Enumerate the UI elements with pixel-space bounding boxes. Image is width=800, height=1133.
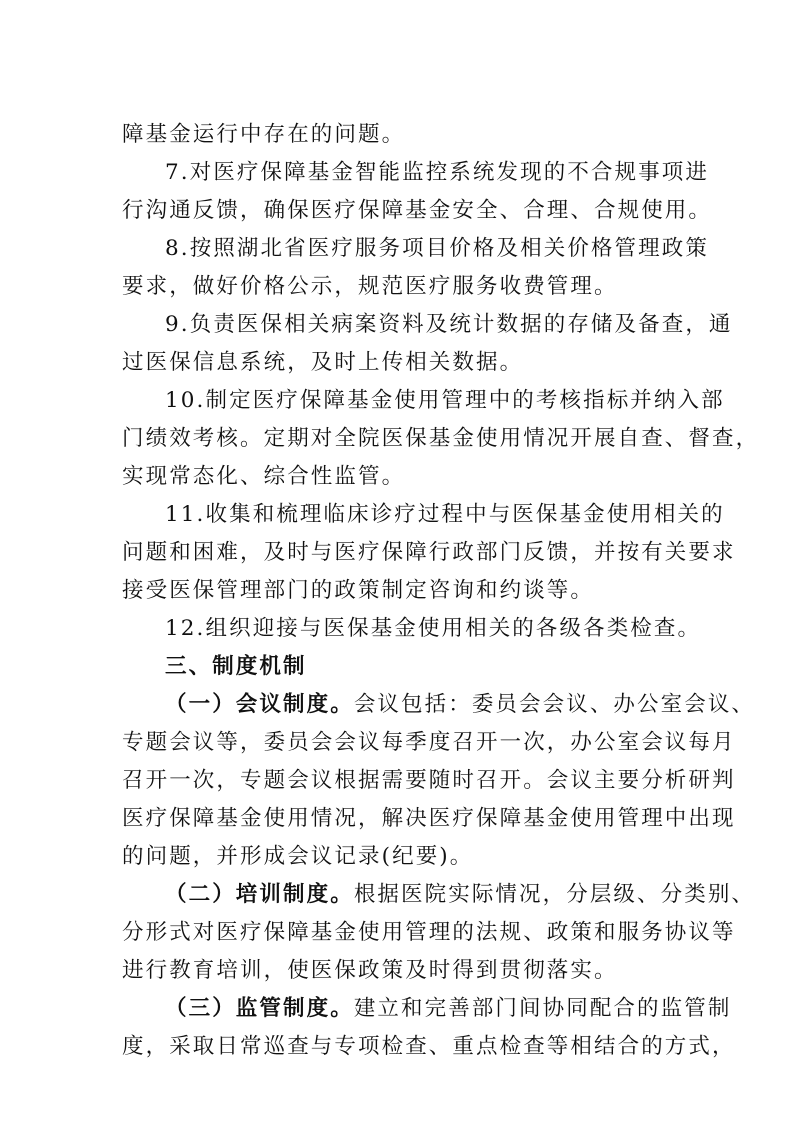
subsection-2-label: （二）培训制度。: [165, 882, 354, 907]
subsection-1-line-5: 的问题，并形成会议记录(纪要)。: [122, 844, 474, 869]
list-item-10-line-3: 实现常态化、综合性监管。: [122, 464, 406, 489]
subsection-2-line-2: 分形式对医疗保障基金使用管理的法规、政策和服务协议等: [122, 920, 736, 945]
paragraph-continuation: 障基金运行中存在的问题。: [122, 122, 406, 147]
subsection-1-line-3: 召开一次，专题会议根据需要随时召开。会议主要分析研判: [122, 768, 736, 793]
subsection-1-line-1: [165, 691, 800, 719]
subsection-3-text: 建立和完善部门间协同配合的监管制: [353, 996, 732, 1021]
list-item-7-line-1: 7.对医疗保障基金智能监控系统发现的不合规事项进: [165, 160, 709, 185]
list-item-9-line-1: 9.负责医保相关病案资料及统计数据的存储及备查，通: [165, 312, 733, 337]
subsection-2-text: 根据医院实际情况，分层级、分类别、: [353, 882, 756, 907]
list-item-8-line-2: 要求，做好价格公示，规范医疗服务收费管理。: [122, 274, 618, 299]
subsection-3-label: （三）监管制度。: [165, 996, 354, 1021]
subsection-1-line-4: 医疗保障基金使用情况，解决医疗保障基金使用管理中出现: [122, 806, 736, 831]
list-item-7-line-2: 行沟通反馈，确保医疗保障基金安全、合理、合规使用。: [122, 198, 713, 223]
list-item-10-line-1: 10.制定医疗保障基金使用管理中的考核指标并纳入部: [165, 388, 725, 413]
list-item-9-line-2: 过医保信息系统，及时上传相关数据。: [122, 350, 524, 375]
list-item-8-line-1: 8.按照湖北省医疗服务项目价格及相关价格管理政策: [165, 236, 709, 261]
subsection-1-line-2: 专题会议等，委员会会议每季度召开一次，办公室会议每月: [122, 730, 736, 755]
subsection-1-text: 会议包括：委员会会议、办公室会议、: [353, 692, 756, 717]
list-item-12-line-1: 12.组织迎接与医保基金使用相关的各级各类检查。: [165, 616, 702, 641]
subsection-2-line-3: 进行教育培训，使医保政策及时得到贯彻落实。: [122, 958, 618, 983]
list-item-11-line-3: 接受医保管理部门的政策制定咨询和约谈等。: [122, 578, 595, 603]
subsection-2-line-1: [165, 881, 800, 909]
list-item-11-line-1: 11.收集和梳理临床诊疗过程中与医保基金使用相关的: [165, 502, 725, 527]
list-item-11-line-2: 问题和困难，及时与医疗保障行政部门反馈，并按有关要求: [122, 540, 736, 565]
subsection-3-line-1: [165, 995, 800, 1023]
list-item-10-line-2: 门绩效考核。定期对全院医保基金使用情况开展自查、督查，: [122, 426, 760, 451]
section-heading: 三、制度机制: [165, 654, 307, 679]
subsection-3-line-2: 度，采取日常巡查与专项检查、重点检查等相结合的方式，: [122, 1034, 736, 1059]
subsection-1-label: （一）会议制度。: [165, 692, 354, 717]
